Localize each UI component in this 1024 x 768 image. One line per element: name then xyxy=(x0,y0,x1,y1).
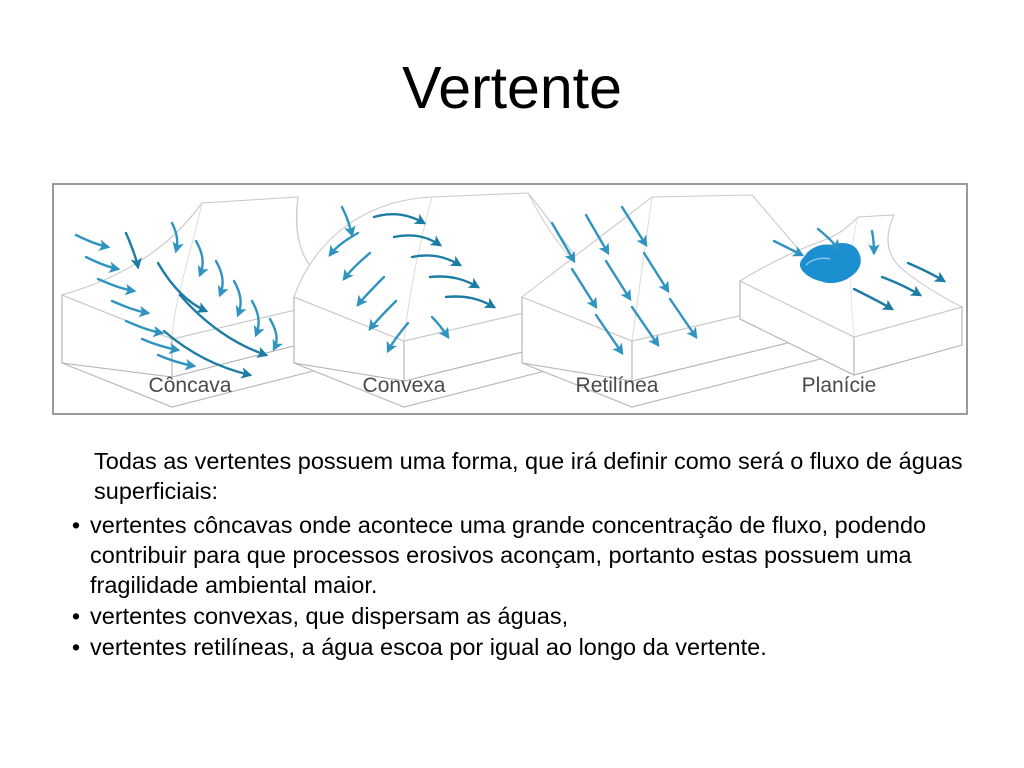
bullet-icon: • xyxy=(71,512,81,538)
bullet-icon: • xyxy=(71,634,81,660)
intro-paragraph xyxy=(56,446,986,506)
bullet-icon: • xyxy=(71,603,81,629)
figure-label-planicie: Planície xyxy=(801,374,877,397)
list-item-text: vertentes retilíneas, a água escoa por igual ao longo da vertente. xyxy=(90,634,767,660)
figure-label-retilinea: Retilínea xyxy=(575,374,659,397)
intro-line-1: Todas as vertentes possuem uma forma, que irá definir como será o xyxy=(94,448,804,474)
list-item xyxy=(56,632,986,662)
list-item-text: vertentes convexas, que dispersam as águas, xyxy=(90,603,569,629)
intro-line-2: fluxo de águas superficiais: xyxy=(94,448,963,504)
figure-label-convexa: Convexa xyxy=(362,374,446,397)
figure-label-concava: Côncava xyxy=(148,374,232,397)
slide-body xyxy=(56,446,986,663)
list-item xyxy=(56,510,986,600)
list-item xyxy=(56,601,986,631)
page-title: Vertente xyxy=(402,55,622,121)
figure-frame xyxy=(52,183,968,415)
list-item-text: vertentes côncavas onde acontece uma grande concentração de fluxo, podendo contribuir para que processos erosivos aconçam, portanto estas possuem uma fragilidade ambiental maior. xyxy=(90,512,927,598)
